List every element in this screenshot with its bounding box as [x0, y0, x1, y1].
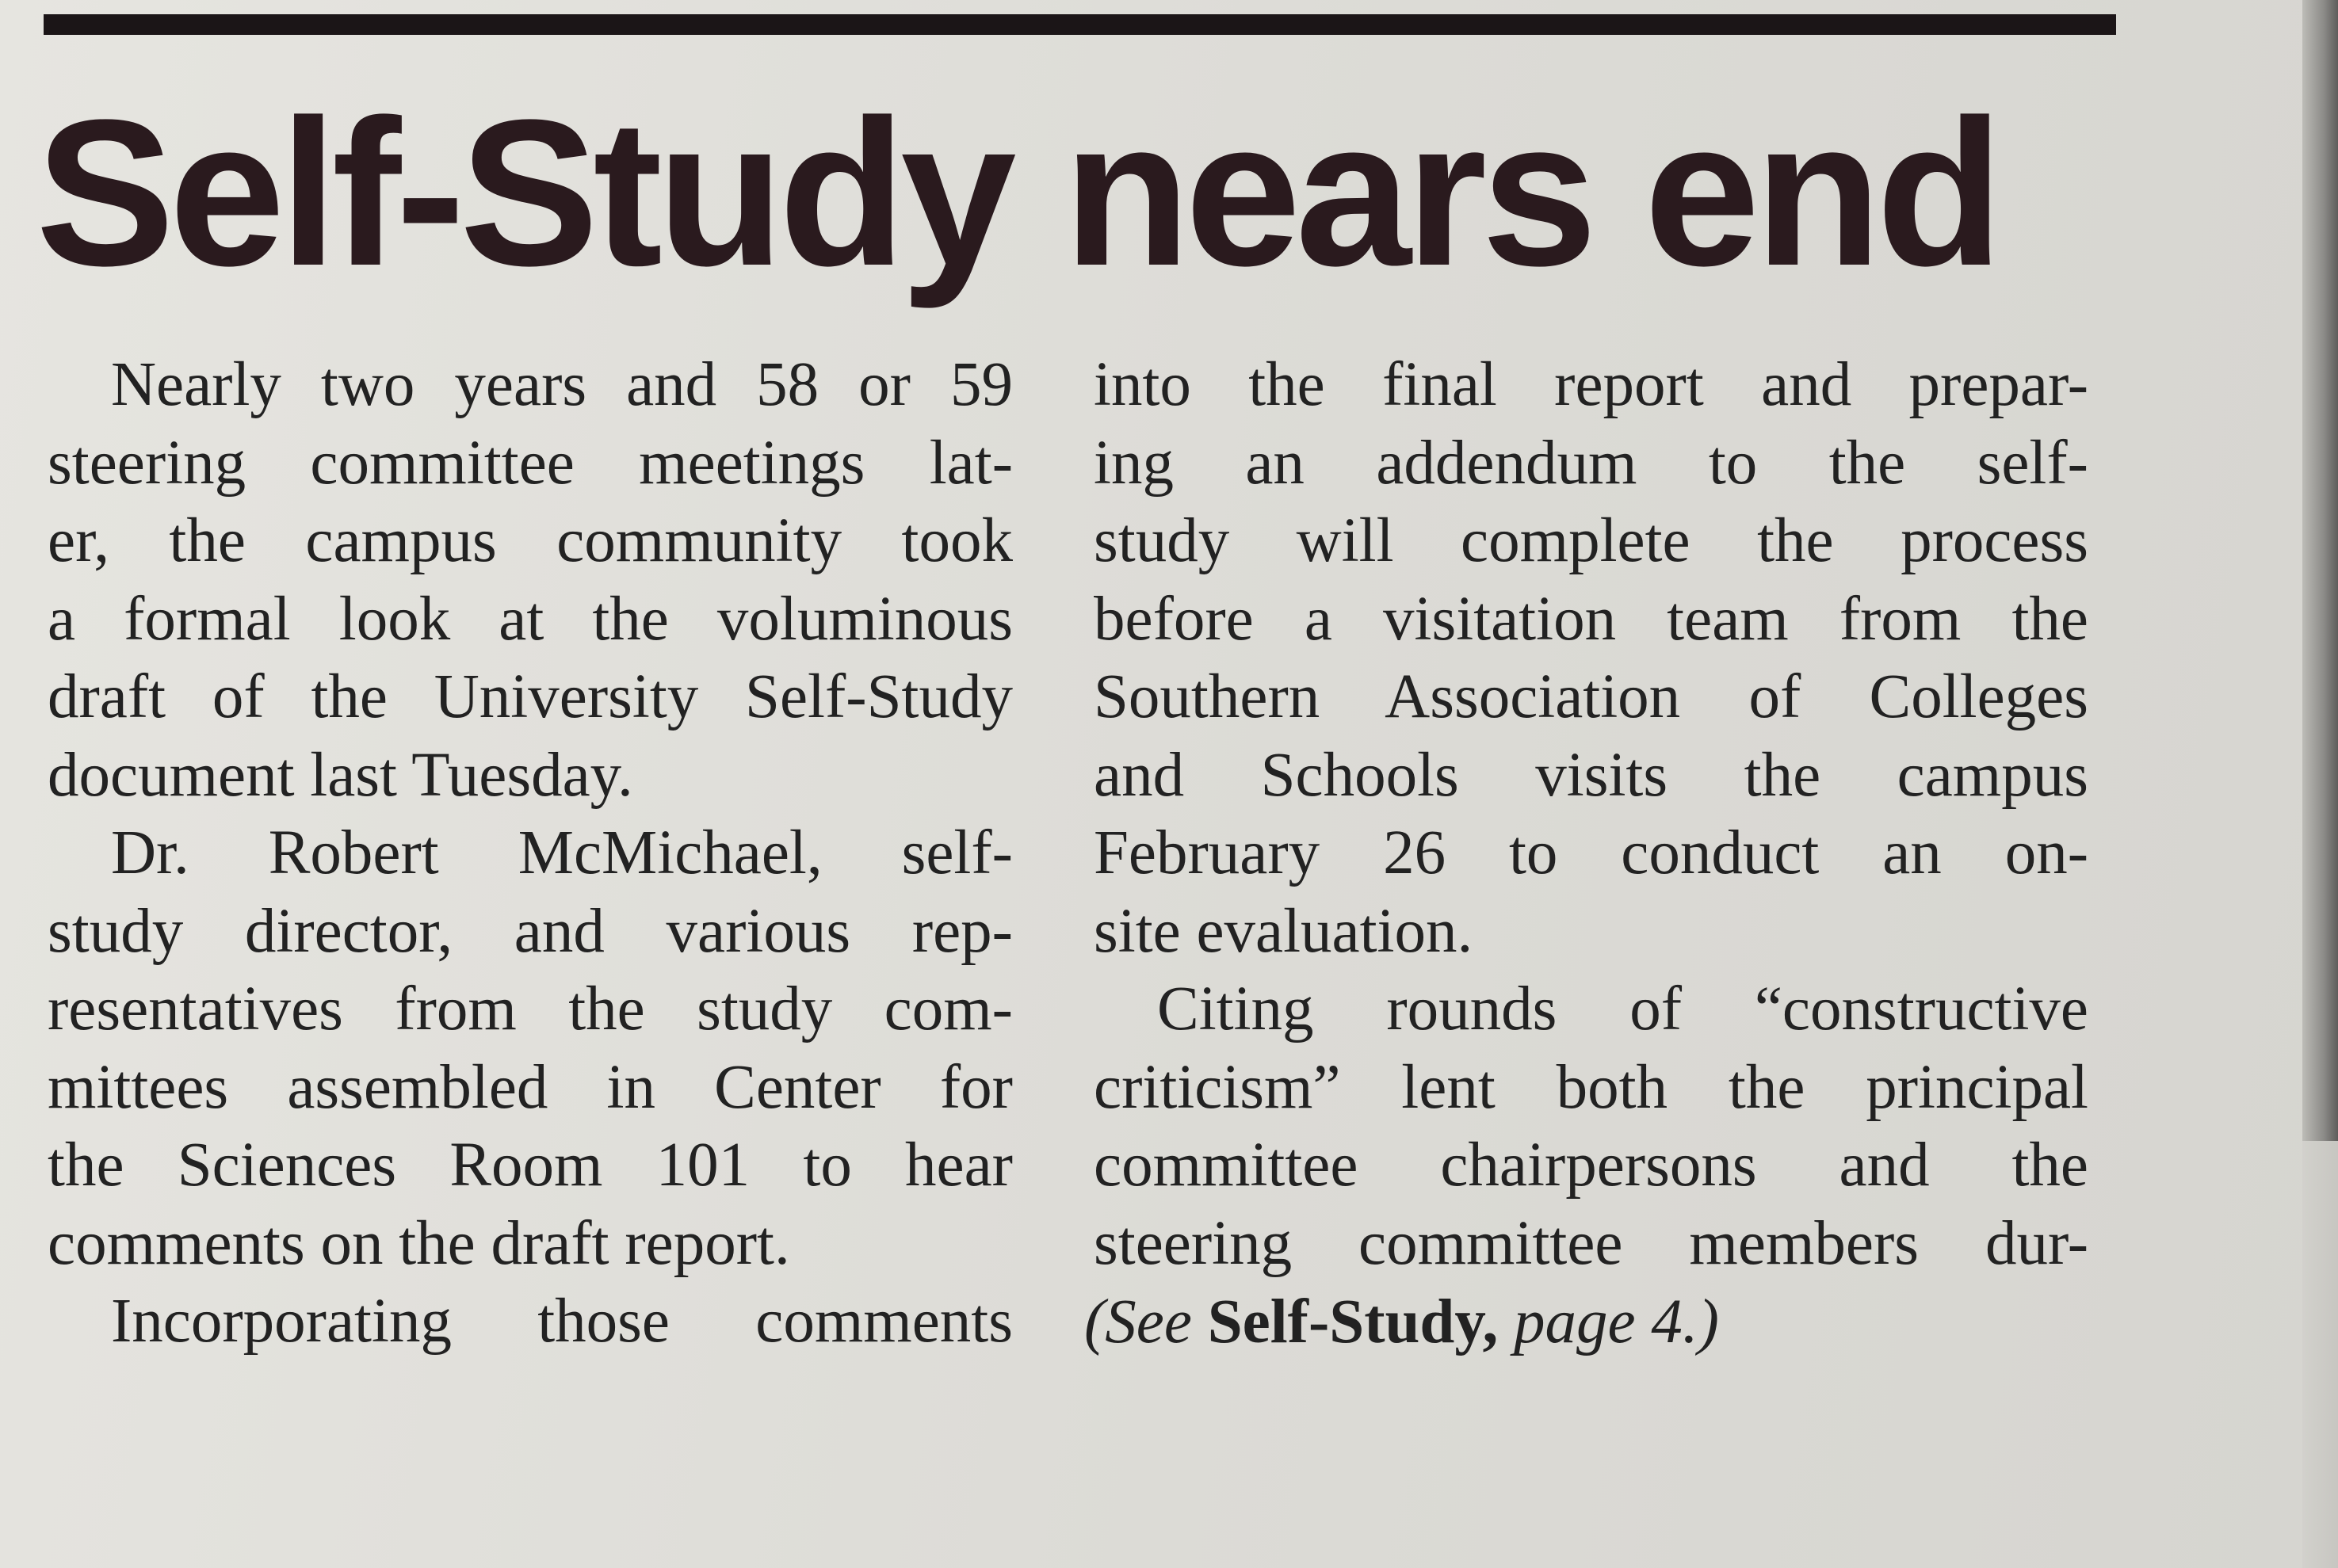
text-line: the Sciences Room 101 to hear: [48, 1131, 1013, 1200]
text-line: comments on the draft report.: [48, 1208, 790, 1278]
text-line: into the final report and prepar-: [1094, 350, 2088, 419]
text-line: a formal look at the voluminous: [48, 584, 1013, 654]
jump-ref: Self-Study,: [1207, 1288, 1499, 1356]
text-line: ing an addendum to the self-: [1094, 428, 2088, 498]
text-line: resentatives from the study com-: [48, 975, 1013, 1043]
text-line: study director, and various rep-: [48, 896, 1013, 966]
article-column-left: [48, 346, 1013, 1361]
paragraph-4: [1094, 971, 2088, 1283]
text-line: Dr. Robert McMichael, self-: [111, 818, 1013, 887]
text-line: February 26 to conduct an on-: [1094, 818, 2088, 887]
page-edge-lower: [2302, 1141, 2338, 1568]
text-line: Nearly two years and 58 or 59: [111, 350, 1013, 419]
article-column-right: [1094, 346, 2088, 1283]
jump-page: page 4.): [1514, 1288, 1719, 1356]
text-line: study will complete the process: [1094, 506, 2088, 575]
text-line: er, the campus community took: [48, 506, 1013, 575]
text-line: steering committee meetings lat-: [48, 428, 1013, 498]
paragraph-1: [48, 346, 1013, 815]
headline: Self-Study nears end: [36, 76, 1999, 309]
paragraph-3: [48, 1283, 1013, 1361]
jump-see: (See: [1084, 1288, 1192, 1356]
text-line: and Schools visits the campus: [1094, 740, 2088, 810]
text-line: Incorporating those comments: [111, 1287, 1013, 1356]
text-line: before a visitation team from the: [1094, 584, 2088, 654]
text-line: Southern Association of Colleges: [1094, 662, 2088, 731]
text-line: draft of the University Self-Study: [48, 662, 1013, 731]
paragraph-2: [48, 815, 1013, 1283]
text-line: steering committee members dur-: [1094, 1208, 2088, 1278]
text-line: Citing rounds of “constructive: [1157, 975, 2088, 1043]
top-rule: [44, 14, 2116, 35]
text-line: committee chairpersons and the: [1094, 1131, 2088, 1200]
paragraph-3-continued: [1094, 346, 2088, 971]
text-line: document last Tuesday.: [48, 740, 633, 810]
text-line: mittees assembled in Center for: [48, 1052, 1013, 1122]
text-line: site evaluation.: [1094, 896, 1473, 966]
continuation-jump-line: [1084, 1284, 2115, 1362]
text-line: criticism” lent both the principal: [1094, 1052, 2088, 1122]
